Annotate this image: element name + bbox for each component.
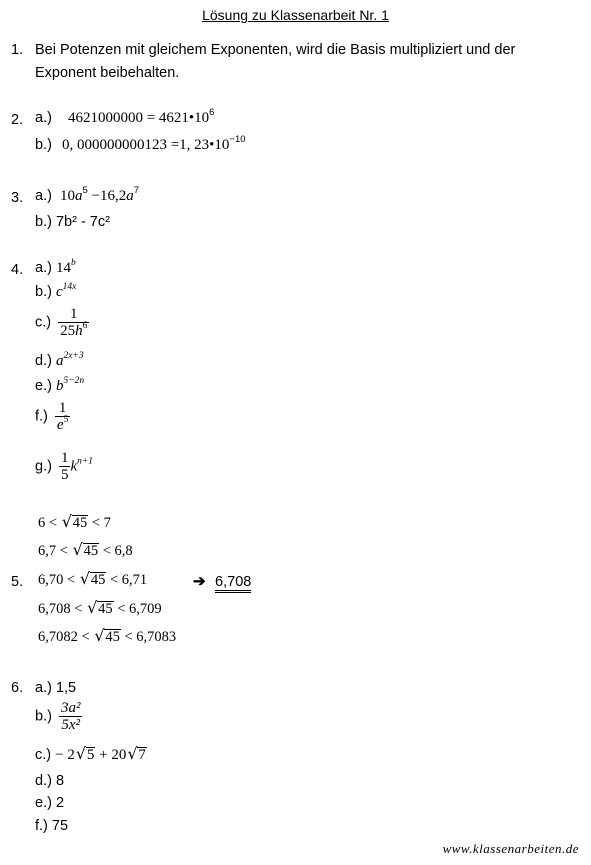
q2-b-label: b.) xyxy=(35,137,52,153)
q3-a-v2: a xyxy=(126,188,134,204)
q2-b xyxy=(35,134,246,154)
q4-a-label: a.) xyxy=(35,260,52,276)
q4-g-label: g.) xyxy=(35,458,52,475)
q5-row-2-radicand: 45 xyxy=(83,543,99,559)
q6-a-text: 1,5 xyxy=(55,680,77,696)
q5-row-5 xyxy=(38,629,176,646)
sqrt-icon xyxy=(63,515,89,532)
q6-c xyxy=(35,747,147,764)
q4-a xyxy=(35,260,76,277)
q4-g-base: k xyxy=(70,458,78,475)
q2-b-expr: 0, 000000000123 =1, 23•10 xyxy=(61,137,230,153)
q3-a-v1: a xyxy=(74,188,83,204)
sqrt-icon xyxy=(81,572,107,589)
q5-row-3-right: < 6,71 xyxy=(109,572,148,588)
q5-number: 5. xyxy=(11,574,24,590)
q3-b xyxy=(35,214,110,230)
q5-row-3 xyxy=(38,572,147,589)
q1-number: 1. xyxy=(11,42,24,58)
q4-f-numerator: 1 xyxy=(58,400,67,416)
q2-a-exp: 6 xyxy=(209,107,215,118)
q4-b-exp: 14x xyxy=(62,282,77,292)
q6-e xyxy=(35,795,64,811)
q2-number: 2. xyxy=(11,112,24,128)
q4-b-label: b.) xyxy=(35,284,52,300)
q4-c-den-exp: 6 xyxy=(82,321,88,331)
q3-number: 3. xyxy=(11,190,24,206)
q5-row-1-right: < 7 xyxy=(91,515,111,531)
q5-row-2 xyxy=(38,543,133,560)
q4-e-label: e.) xyxy=(35,378,52,394)
q5-row-3-radicand: 45 xyxy=(90,572,106,588)
q6-b xyxy=(35,700,82,733)
q4-d-base: a xyxy=(55,353,64,369)
q4-e-base: b xyxy=(55,378,64,394)
q2-a-label: a.) xyxy=(35,110,52,126)
q6-b-denominator: 5x² xyxy=(59,716,83,733)
q2-a-expr: 4621000000 = 4621•10 xyxy=(67,110,210,126)
q4-f-fraction xyxy=(55,400,70,433)
q3-b-text: 7b² - 7c² xyxy=(55,214,110,230)
q4-f-label: f.) xyxy=(35,408,48,425)
q5-row-1-left: 6 < xyxy=(38,515,58,531)
q4-c-fraction xyxy=(58,306,89,339)
q4-g-exp: n+1 xyxy=(77,456,94,467)
q5-row-5-radicand: 45 xyxy=(105,629,120,645)
q6-f-label: f.) xyxy=(35,818,48,834)
q6-a-label: a.) xyxy=(35,680,52,696)
q5-row-1 xyxy=(38,515,111,532)
q4-c-den-var: h xyxy=(75,323,83,339)
q3-a-e1: 5 xyxy=(82,185,88,196)
q3-a-label: a.) xyxy=(35,188,52,204)
q4-c-denominator xyxy=(58,322,89,339)
q6-c-radicand-2: 7 xyxy=(138,747,146,763)
q3-a-p1: 10 xyxy=(59,188,75,204)
q5-result-value: 6,708 xyxy=(215,574,251,593)
q4-g-fraction xyxy=(59,450,71,483)
q4-b-base: c xyxy=(55,284,63,300)
q4-f-den-exp: 5 xyxy=(63,415,69,425)
q4-e xyxy=(35,378,84,395)
q4-d-exp: 2x+3 xyxy=(63,351,84,361)
sqrt-icon xyxy=(74,543,100,560)
q5-row-5-left: 6,7082 < xyxy=(38,629,90,645)
q4-c-numerator: 1 xyxy=(70,306,78,322)
q3-a xyxy=(35,185,140,205)
q4-c-label: c.) xyxy=(35,314,52,331)
sqrt-icon xyxy=(128,747,147,764)
q5-row-4-right: < 6,709 xyxy=(117,601,162,617)
q4-d xyxy=(35,353,84,370)
site-footer: www.klassenarbeiten.de xyxy=(442,841,579,856)
q4-f-den-var: e xyxy=(56,417,64,433)
q6-a xyxy=(35,680,76,696)
q3-a-e2: 7 xyxy=(133,185,140,196)
q4-f-denominator xyxy=(55,416,70,433)
q2-a xyxy=(35,107,215,127)
page-title: Lösung zu Klassenarbeit Nr. 1 xyxy=(202,7,389,23)
q6-d-label: d.) xyxy=(35,773,52,789)
q4-c xyxy=(35,306,89,339)
q6-d-text: 8 xyxy=(55,773,65,789)
q6-e-label: e.) xyxy=(35,795,52,811)
q6-c-p1: − 2 xyxy=(55,747,75,763)
q5-row-1-radicand: 45 xyxy=(72,515,88,531)
q4-c-den-coef: 25 xyxy=(60,323,76,339)
q4-f xyxy=(35,400,70,433)
q4-b xyxy=(35,284,76,301)
q6-b-numerator: 3a² xyxy=(60,700,81,716)
q5-row-4-left: 6,708 < xyxy=(38,601,83,617)
q5-result xyxy=(193,572,251,591)
sqrt-icon xyxy=(95,629,121,646)
q3-a-p2: −16,2 xyxy=(87,188,127,204)
q4-a-exp: b xyxy=(70,258,76,268)
q5-row-4 xyxy=(38,601,162,618)
q6-b-fraction xyxy=(59,700,83,733)
q6-f xyxy=(35,818,68,834)
q3-b-label: b.) xyxy=(35,214,52,230)
q4-d-label: d.) xyxy=(35,353,52,369)
q6-d xyxy=(35,773,64,789)
q6-number: 6. xyxy=(11,680,24,696)
q4-a-base: 14 xyxy=(55,260,71,276)
q4-e-exp: 5−2n xyxy=(63,376,85,386)
q6-f-text: 75 xyxy=(51,818,69,834)
sqrt-icon xyxy=(88,601,114,618)
q5-row-5-right: < 6,7083 xyxy=(124,629,177,645)
q4-g xyxy=(35,450,93,483)
arrow-right-icon: ➔ xyxy=(193,573,206,590)
q6-e-text: 2 xyxy=(55,795,65,811)
q1-line2: Exponent beibehalten. xyxy=(35,65,180,81)
q6-b-label: b.) xyxy=(35,708,52,725)
q5-row-2-left: 6,7 < xyxy=(38,543,68,559)
q1-line1: Bei Potenzen mit gleichem Exponenten, wird die Basis multipliziert und der xyxy=(35,42,516,58)
q6-c-radicand-1: 5 xyxy=(86,747,95,763)
q4-g-numerator: 1 xyxy=(60,450,69,466)
sqrt-icon xyxy=(77,747,96,764)
q6-c-p2: + 20 xyxy=(95,747,127,763)
q2-b-exp: −10 xyxy=(229,134,246,145)
q6-c-label: c.) xyxy=(35,747,52,763)
q4-g-denominator: 5 xyxy=(60,467,69,483)
q5-row-2-right: < 6,8 xyxy=(102,543,133,559)
q4-number: 4. xyxy=(11,262,24,278)
q5-row-3-left: 6,70 < xyxy=(38,572,76,588)
q5-row-4-radicand: 45 xyxy=(98,601,113,617)
